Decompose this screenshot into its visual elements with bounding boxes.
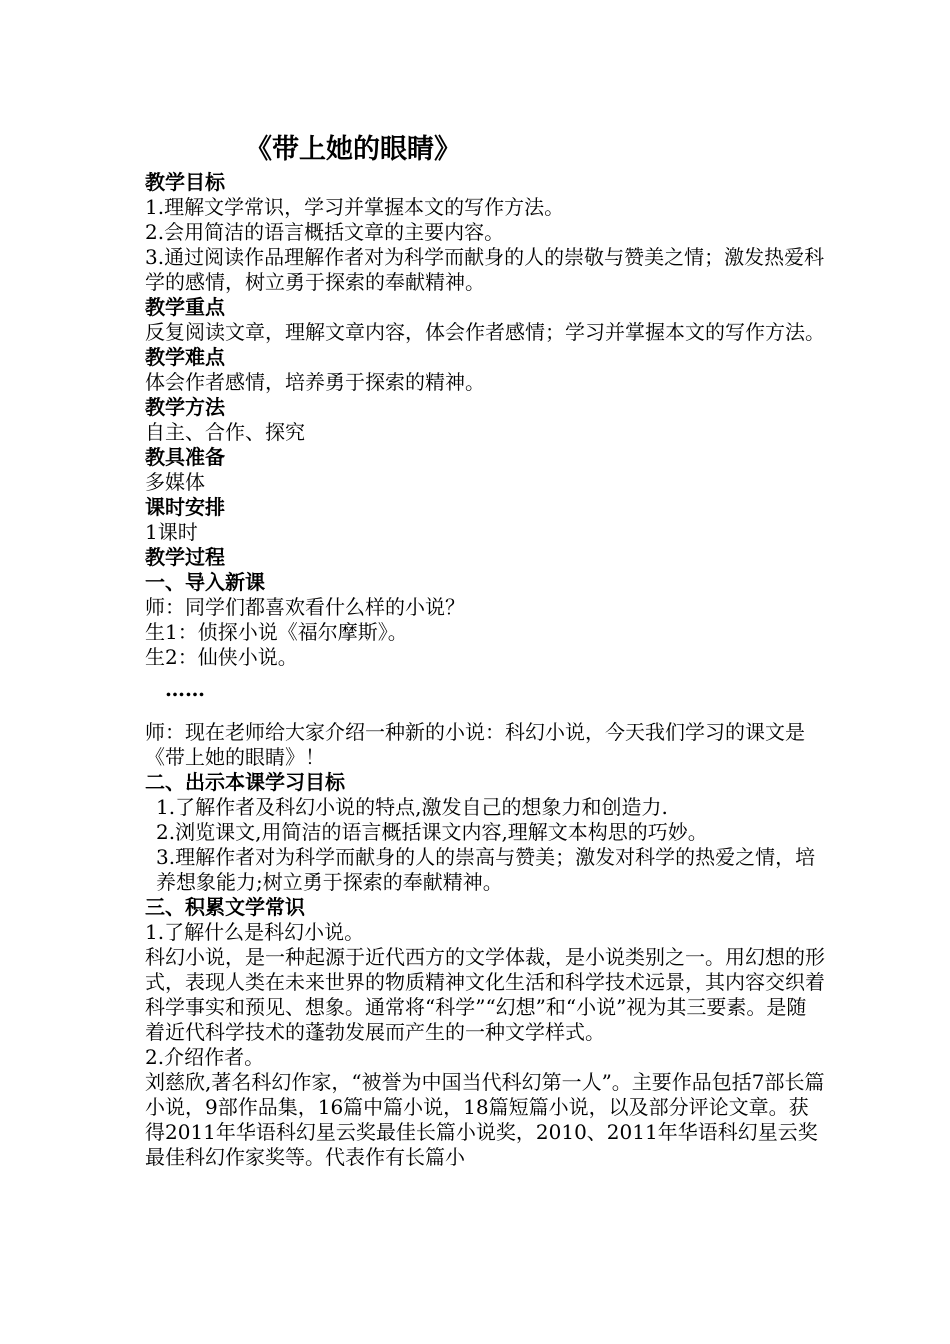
schedule-text: 1课时 <box>145 520 198 544</box>
goal-item: 3.通过阅读作品理解作者对为科学而献身的人的崇敬与赞美之情；激发热爱科学的感情，树立勇于探索的奉献精神。 <box>145 245 825 294</box>
knowledge-paragraph: 科幻小说，是一种起源于近代西方的文学体裁，是小说类别之一。用幻想的形式，表现人类在未来世界的物质精神文化生活和科学技术远景，其内容交织着科学事实和预见、想象。通常将“科学”“幻想”和“小说”视为其三要素。是随着近代科学技术的蓬勃发展而产生的一种文学样式。 <box>145 945 825 1044</box>
heading-intro: 一、导入新课 <box>145 570 265 594</box>
goal-item: 2.会用简洁的语言概括文章的主要内容。 <box>145 220 505 244</box>
heading-goals: 教学目标 <box>145 170 225 194</box>
goal-item: 1.理解文学常识，学习并掌握本文的写作方法。 <box>145 195 565 219</box>
heading-schedule: 课时安排 <box>145 495 225 519</box>
knowledge-subheading: 2.介绍作者。 <box>145 1045 265 1069</box>
dialogue-line: 生1：侦探小说《福尔摩斯》。 <box>145 620 408 644</box>
difficulties-text: 体会作者感情，培养勇于探索的精神。 <box>145 370 485 394</box>
heading-objectives: 二、出示本课学习目标 <box>145 770 345 794</box>
heading-key-points: 教学重点 <box>145 295 225 319</box>
knowledge-subheading: 1.了解什么是科幻小说。 <box>145 920 365 944</box>
objective-item: 2.浏览课文,用简洁的语言概括课文内容,理解文本构思的巧妙。 <box>156 820 708 844</box>
dialogue-closing: 师：现在老师给大家介绍一种新的小说：科幻小说，今天我们学习的课文是《带上她的眼睛》！ <box>145 720 805 769</box>
heading-methods: 教学方法 <box>145 395 225 419</box>
ellipsis: …… <box>165 677 205 701</box>
knowledge-paragraph: 刘慈欣,著名科幻作家，“被誉为中国当代科幻第一人”。主要作品包括7部长篇小说，9部作品集，16篇中篇小说，18篇短篇小说，以及部分评论文章。获得2011年华语科幻星云奖最佳长篇小说奖，2010、2011年华语科幻星云奖最佳科幻作家奖等。代表作有长篇小 <box>145 1070 825 1169</box>
heading-process: 教学过程 <box>145 545 225 569</box>
heading-knowledge: 三、积累文学常识 <box>145 895 305 919</box>
materials-text: 多媒体 <box>145 470 205 494</box>
objective-item: 1.了解作者及科幻小说的特点,激发自己的想象力和创造力. <box>156 795 668 819</box>
heading-materials: 教具准备 <box>145 445 225 469</box>
key-points-text: 反复阅读文章，理解文章内容，体会作者感情；学习并掌握本文的写作方法。 <box>145 320 825 344</box>
document-title: 《带上她的眼睛》 <box>245 134 461 165</box>
document-page <box>145 130 825 1170</box>
dialogue-line: 生2：仙侠小说。 <box>145 645 298 669</box>
heading-difficulties: 教学难点 <box>145 345 225 369</box>
methods-text: 自主、合作、探究 <box>145 420 305 444</box>
objective-item: 3.理解作者对为科学而献身的人的崇高与赞美；激发对科学的热爱之情，培养想象能力;树立勇于探索的奉献精神。 <box>156 845 816 894</box>
dialogue-line: 师：同学们都喜欢看什么样的小说？ <box>145 595 465 619</box>
